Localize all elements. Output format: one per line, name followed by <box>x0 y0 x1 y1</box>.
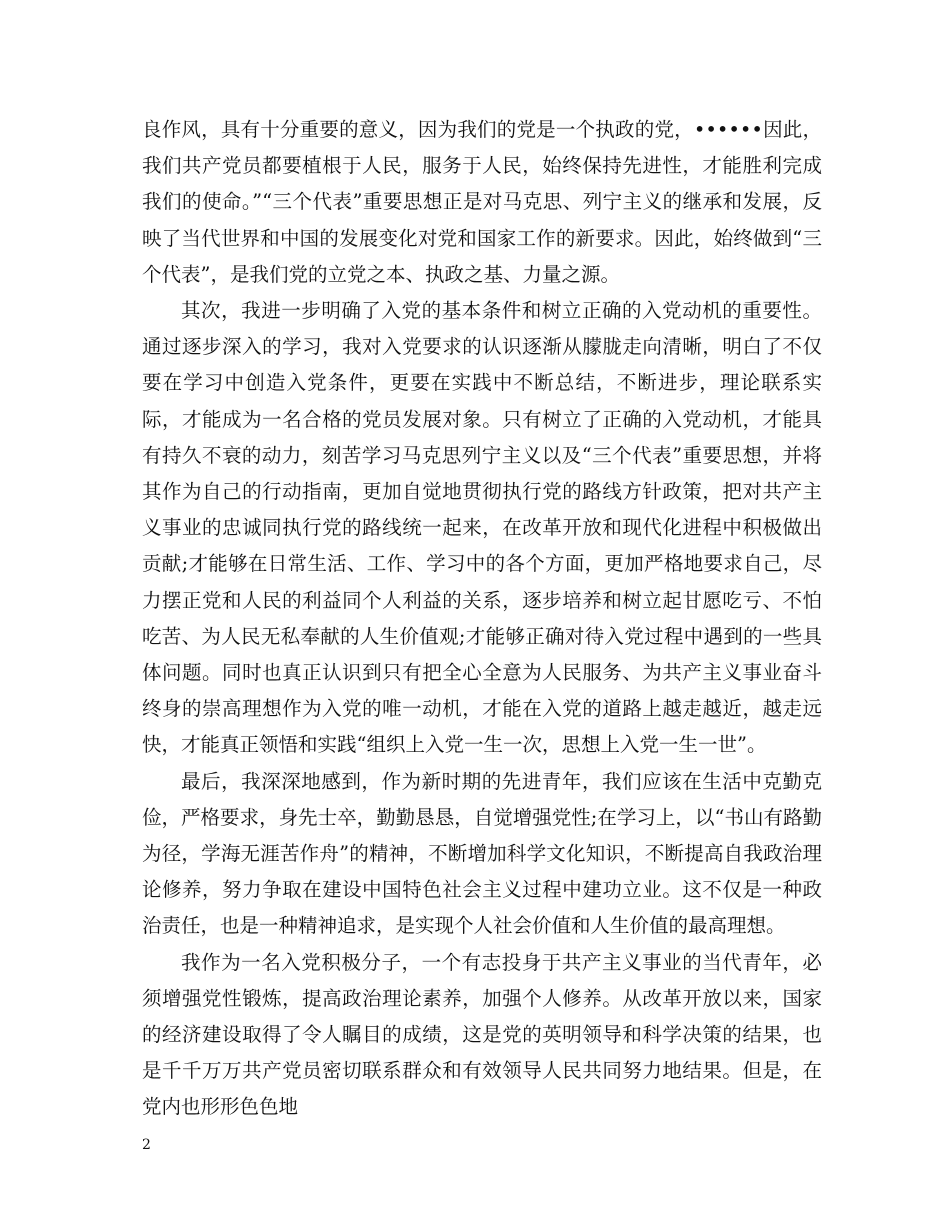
page-number: 2 <box>142 1137 151 1153</box>
paragraph-4: 我作为一名入党积极分子，一个有志投身于共产主义事业的当代青年，必须增强党性锻炼，提高政治理论素养，加强个人修养。从改革开放以来，国家的经济建设取得了令人瞩目的成绩，这是党的英明领导和科学决策的结果，也是千千万万共产党员密切联系群众和有效领导人民共同努力地结果。但是，在党内也形形色色地 <box>142 950 822 1119</box>
paragraph-1: 良作风，具有十分重要的意义，因为我们的党是一个执政的党，••••••因此，我们共产党员都要植根于人民，服务于人民，始终保持先进性，才能胜利完成我们的使命。”“三个代表”重要思想正是对马克思、列宁主义的继承和发展，反映了当代世界和中国的发展变化对党和国家工作的新要求。因此，始终做到“三个代表”，是我们党的立党之本、执政之基、力量之源。 <box>142 118 822 286</box>
document-body <box>142 112 822 1126</box>
paragraph-3: 最后，我深深地感到，作为新时期的先进青年，我们应该在生活中克勤克俭，严格要求，身先士卒，勤勤恳恳，自觉增强党性;在学习上，以“书山有路勤为径，学海无涯苦作舟”的精神，不断增加科学文化知识，不断提高自我政治理论修养，努力争取在建设中国特色社会主义过程中建功立业。这不仅是一种政治责任，也是一种精神追求，是实现个人社会价值和人生价值的最高理想。 <box>142 769 822 938</box>
paragraph-2: 其次，我进一步明确了入党的基本条件和树立正确的入党动机的重要性。通过逐步深入的学习，我对入党要求的认识逐渐从朦胧走向清晰，明白了不仅要在学习中创造入党条件，更要在实践中不断总结，不断进步，理论联系实际，才能成为一名合格的党员发展对象。只有树立了正确的入党动机，才能具有持久不衰的动力，刻苦学习马克思列宁主义以及“三个代表”重要思想，并将其作为自己的行动指南，更加自觉地贯彻执行党的路线方针政策，把对共产主义事业的忠诚同执行党的路线统一起来，在改革开放和现代化进程中积极做出贡献;才能够在日常生活、工作、学习中的各个方面，更加严格地要求自己，尽力摆正党和人民的利益同个人利益的关系，逐步培养和树立起甘愿吃亏、不怕吃苦、为人民无私奉献的人生价值观;才能够正确对待入党过程中遇到的一些具体问题。同时也真正认识到只有把全心全意为人民服务、为共产主义事业奋斗终身的崇高理想作为入党的唯一动机，才能在入党的道路上越走越近，越走远快，才能真正领悟和实践“组织上入党一生一次，思想上入党一生一世”。 <box>142 299 822 757</box>
